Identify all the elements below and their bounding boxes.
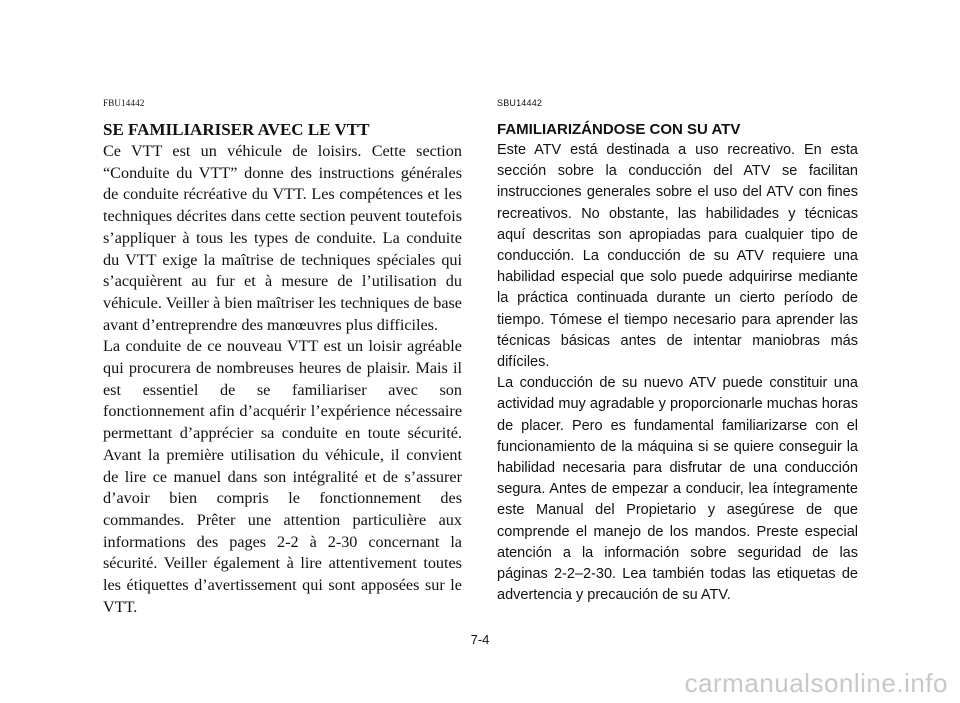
french-column — [103, 98, 462, 618]
section-heading: FAMILIARIZÁNDOSE CON SU ATV — [497, 121, 741, 138]
paragraph: La conducción de su nuevo ATV puede constituir una actividad muy agradable y proporcionarle muchas horas de placer. Pero es fundamental familiarizarse con el funcionamiento de la máquina si se quiere conseguir la habilidad necesaria para disfrutar de una conducción segura. Antes de empezar a conducir, lea íntegramente este Manual del Propietario y asegúrese de que comprende el manejo de los mandos. Preste especial atención a la información sobre seguridad de las páginas 2-2–2-30. Lea también todas las etiquetas de advertencia y precaución de su ATV. — [497, 375, 858, 604]
section-code: FBU14442 — [103, 98, 145, 108]
paragraph: La conduite de ce nouveau VTT est un loisir agréable qui procurera de nombreuses heures de plaisir. Mais il est essentiel de se familiariser avec son fonctionnement afin d’acquérir l’expérience nécessaire permettant d’apprécier sa conduite en toute sécurité. Avant la première utilisation du véhicule, il convient de lire ce manuel dans son intégralité et de s’assurer d’avoir bien compris le fonctionnement des commandes. Prêter une attention particulière aux informations des pages 2-2 à 2-30 concernant la sécurité. Veiller également à lire attentivement toutes les étiquettes d’avertissement qui sont apposées sur le VTT. — [103, 337, 462, 616]
watermark: carmanualsonline.info — [684, 668, 948, 698]
page-number: 7-4 — [470, 632, 490, 647]
paragraph: Este ATV está destinada a uso recreativo. En esta sección sobre la conducción del ATV se facilitan instrucciones generales sobre el uso del ATV con fines recreativos. No obstante, las habilidades y técnicas aquí descritas son apropiadas para cualquier tipo de conducción. La conducción de su ATV requiere una habilidad especial que solo puede adquirirse mediante la práctica continuada durante un cierto período de tiempo. Tómese el tiempo necesario para aprender las técnicas básicas antes de intentar maniobras más difíciles. — [497, 142, 858, 371]
section-code: SBU14442 — [497, 98, 543, 108]
spanish-column — [497, 98, 858, 606]
paragraph: Ce VTT est un véhicule de loisirs. Cette section “Conduite du VTT” donne des instructions générales de conduite récréative du VTT. Les compétences et les techniques décrites dans cette section peuvent toutefois s’appliquer à tous les types de conduite. La conduite du VTT exige la maîtrise de techniques spéciales qui s’acquièrent au fur et à mesure de l’utilisation du véhicule. Veiller à bien maîtriser les techniques de base avant d’entreprendre des manœuvres plus difficiles. — [103, 142, 462, 334]
section-heading: SE FAMILIARISER AVEC LE VTT — [103, 120, 370, 139]
